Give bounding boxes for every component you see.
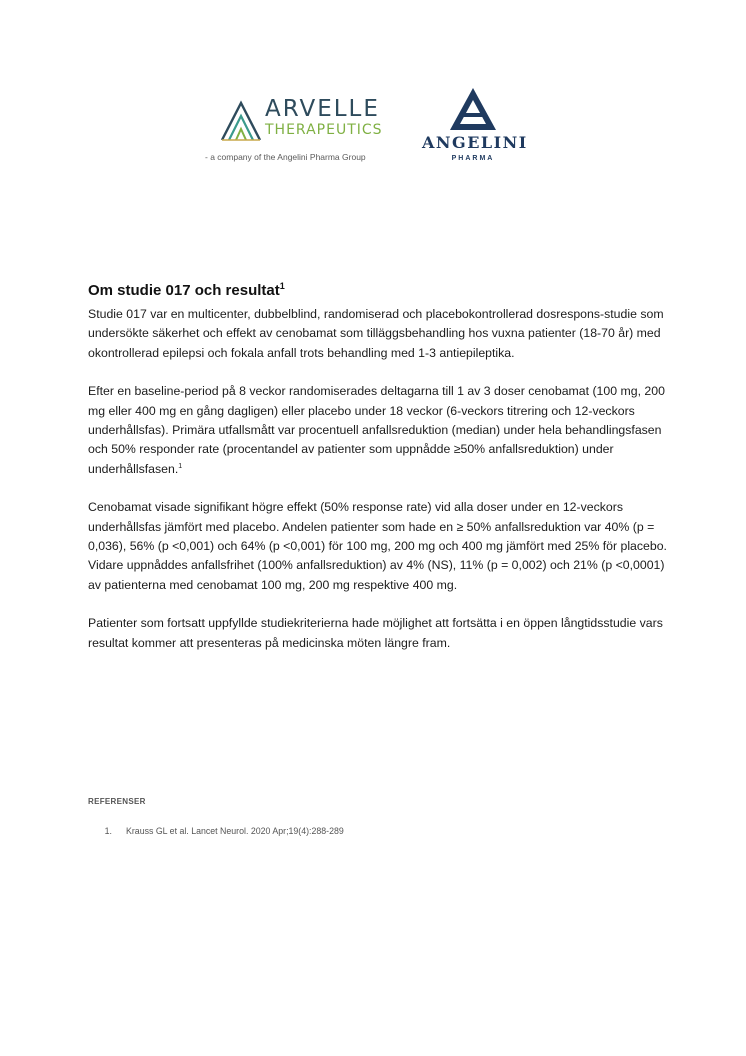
paragraph-study-design bbox=[88, 305, 668, 363]
reference-item bbox=[88, 826, 668, 836]
paragraph-text: Efter en baseline-period på 8 veckor randomiserades deltagarna till 1 av 3 doser cenobamat (100 mg, 200 mg eller 400 mg en gång dagligen) eller placebo under 18 veckor (6-veckors titrering och 12-veckors underhållsfas). Primära utfallsmått var procentuell anfallsreduktion (median) under hela behandlingsfasen och 50% responder rate (procentandel av patienter som uppnådde ≥50% anfallsreduktion) under underhållsfasen. bbox=[88, 384, 665, 476]
paragraph-text: Studie 017 var en multicenter, dubbelblind, randomiserad och placebokontrollerad dosrespons-studie som undersökte säkerhet och effekt av cenobamat som tilläggsbehandling hos vuxna patienter (18-70 år) med okontrollerad epilepsi och fokala anfall trots behandling med 1-3 antiepileptika. bbox=[88, 307, 664, 360]
paragraph-reference: 1 bbox=[178, 462, 183, 470]
angelini-subtitle: PHARMA bbox=[451, 155, 495, 162]
paragraph-extension bbox=[88, 614, 668, 653]
arvelle-tagline: - a company of the Angelini Pharma Group bbox=[205, 152, 366, 162]
reference-text: Krauss GL et al. Lancet Neurol. 2020 Apr;19(4):288-289 bbox=[126, 826, 344, 836]
arvelle-logo bbox=[205, 96, 395, 166]
arvelle-subtitle: THERAPEUTICS bbox=[265, 122, 383, 138]
article-title bbox=[88, 282, 668, 300]
article bbox=[88, 282, 668, 672]
paragraph-results bbox=[88, 498, 668, 595]
reference-number: 1. bbox=[104, 826, 112, 836]
references-title: REFERENSER bbox=[88, 797, 146, 806]
paragraph-text: Patienter som fortsatt uppfyllde studiekriterierna hade möjlighet att fortsätta i en öppen långtidsstudie vars resultat kommer att presenteras på medicinska möten längre fram. bbox=[88, 616, 663, 650]
article-title-text: Om studie 017 och resultat bbox=[88, 282, 280, 299]
arvelle-name: ARVELLE bbox=[265, 96, 380, 122]
paragraph-methods bbox=[88, 382, 668, 479]
angelini-logo bbox=[418, 86, 528, 168]
angelini-mark-icon bbox=[448, 86, 498, 132]
references-section bbox=[88, 797, 668, 836]
arvelle-mark-icon bbox=[220, 100, 262, 142]
header-logos bbox=[0, 0, 746, 180]
angelini-name: ANGELINI bbox=[422, 133, 528, 152]
title-reference: 1 bbox=[279, 281, 285, 291]
paragraph-text: Cenobamat visade signifikant högre effekt (50% response rate) vid alla doser under en 12-veckors underhållsfas jämfört med placebo. Andelen patienter som hade en ≥ 50% anfallsreduktion var 40% (p = 0,036), 56% (p <0,001) och 64% (p <0,001) för 100 mg, 200 mg och 400 mg jämfört med 25% för placebo. Vidare uppnåddes anfallsfrihet (100% anfallsreduktion) av 4% (NS), 11% (p = 0,002) och 21% (p <0,0001) av patienterna med cenobamat 100 mg, 200 mg respektive 400 mg. bbox=[88, 500, 667, 592]
